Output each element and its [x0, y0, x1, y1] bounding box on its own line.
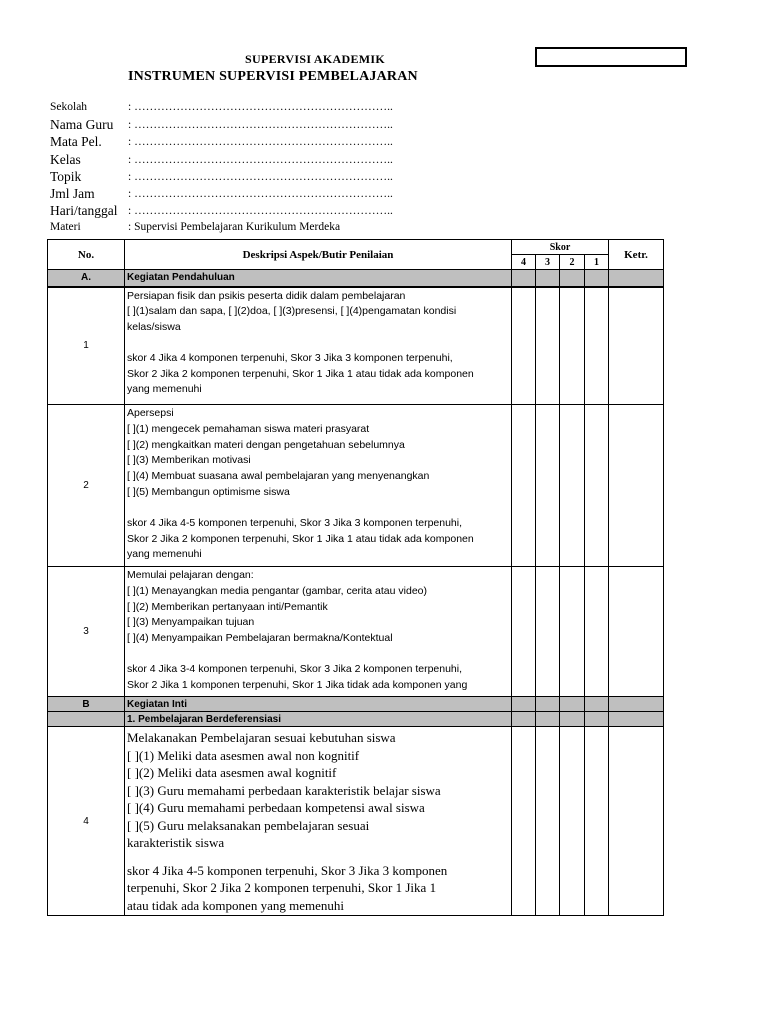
score-cell[interactable]	[585, 287, 609, 405]
remarks-cell[interactable]	[609, 567, 664, 697]
identity-value: : …………………………………………………………..	[128, 188, 393, 200]
col-header-skor: Skor	[512, 240, 609, 255]
subsection-row-b1	[48, 712, 664, 727]
item-description	[125, 727, 512, 916]
item-line: [ ](2) Memberikan pertanyaan inti/Pemantik	[127, 600, 328, 613]
table-row	[48, 287, 664, 405]
rubric-line: skor 4 Jika 4 komponen terpenuhi, Skor 3 Jika 3 komponen terpenuhi,	[127, 351, 453, 364]
rubric-line: skor 4 Jika 3-4 komponen terpenuhi, Skor 3 Jika 2 komponen terpenuhi,	[127, 662, 463, 675]
score-cell[interactable]	[536, 567, 560, 697]
score-cell[interactable]	[585, 405, 609, 567]
col-header-desc: Deskripsi Aspek/Butir Penilaian	[125, 240, 512, 270]
col-header-no: No.	[48, 240, 125, 270]
item-number: 4	[48, 727, 125, 916]
score-cell[interactable]	[585, 567, 609, 697]
score-cell[interactable]	[585, 727, 609, 916]
section-label: A.	[48, 270, 125, 287]
item-line: [ ](2) Meliki data asesmen awal kognitif	[127, 765, 337, 780]
table-row	[48, 727, 664, 916]
identity-row-topik	[50, 169, 530, 187]
item-number: 3	[48, 567, 125, 697]
item-description	[125, 567, 512, 697]
identity-label: Kelas	[50, 152, 81, 167]
identity-row-jml-jam	[50, 186, 530, 204]
identity-label: Hari/tanggal	[50, 203, 118, 218]
rubric-line: Skor 2 Jika 2 komponen terpenuhi, Skor 1 Jika 1 atau tidak ada komponen	[127, 367, 474, 380]
item-line: [ ](3) Memberikan motivasi	[127, 454, 251, 467]
remarks-cell[interactable]	[609, 287, 664, 405]
identity-label: Topik	[50, 169, 82, 184]
section-label: B	[48, 697, 125, 712]
identity-value: : …………………………………………………………..	[128, 101, 393, 113]
item-line: karakteristik siswa	[127, 835, 225, 850]
section-title: Kegiatan Inti	[125, 697, 512, 712]
header-id-box	[535, 47, 687, 67]
item-line: [ ](3) Menyampaikan tujuan	[127, 616, 255, 629]
score-cell[interactable]	[536, 405, 560, 567]
score-cell[interactable]	[560, 405, 585, 567]
rubric-line: Skor 2 Jika 1 komponen terpenuhi, Skor 1 Jika tidak ada komponen yang	[127, 678, 468, 691]
section-row-a	[48, 270, 664, 287]
identity-label: Jml Jam	[50, 186, 95, 201]
identity-label: Sekolah	[50, 101, 88, 113]
subsection-title: 1. Pembelajaran Berdeferensiasi	[125, 712, 512, 727]
section-row-b	[48, 697, 664, 712]
identity-row-hari-tanggal	[50, 203, 530, 221]
item-description	[125, 287, 512, 405]
score-cell[interactable]	[512, 727, 536, 916]
identity-value: : …………………………………………………………..	[128, 154, 393, 166]
item-line: [ ](1) mengecek pemahaman siswa materi prasyarat	[127, 422, 370, 435]
score-cell[interactable]	[512, 567, 536, 697]
rubric-line: skor 4 Jika 4-5 komponen terpenuhi, Skor 3 Jika 3 komponen terpenuhi,	[127, 516, 463, 529]
document-subtitle: INSTRUMEN SUPERVISI PEMBELAJARAN	[128, 69, 418, 84]
score-cell[interactable]	[560, 287, 585, 405]
identity-value: : Supervisi Pembelajaran Kurikulum Merdeka	[128, 221, 341, 233]
item-description	[125, 405, 512, 567]
score-3-header: 3	[536, 255, 560, 270]
item-line: [ ](2) mengkaitkan materi dengan pengetahuan sebelumnya	[127, 438, 405, 451]
score-1-header: 1	[585, 255, 609, 270]
document-title: SUPERVISI AKADEMIK	[245, 52, 386, 66]
identity-row-mata-pel	[50, 134, 530, 152]
item-number: 2	[48, 405, 125, 567]
identity-value: : …………………………………………………………..	[128, 205, 393, 217]
item-line: Apersepsi	[127, 407, 174, 419]
table-header-row	[48, 240, 664, 255]
rubric-line: terpenuhi, Skor 2 Jika 2 komponen terpenuhi, Skor 1 Jika 1	[127, 880, 437, 895]
item-line: [ ](5) Membangun optimisme siswa	[127, 485, 290, 498]
rubric-line: yang memenuhi	[127, 548, 202, 561]
rubric-line: Skor 2 Jika 2 komponen terpenuhi, Skor 1 Jika 1 atau tidak ada komponen	[127, 532, 474, 545]
identity-row-kelas	[50, 152, 530, 170]
table-row	[48, 567, 664, 697]
item-line: [ ](1) Meliki data asesmen awal non kognitif	[127, 747, 360, 763]
identity-value: : …………………………………………………………..	[128, 171, 393, 183]
table-row	[48, 405, 664, 567]
item-line: Melakanakan Pembelajaran sesuai kebutuhan siswa	[127, 730, 396, 745]
score-cell[interactable]	[512, 287, 536, 405]
identity-value: : …………………………………………………………..	[128, 119, 393, 131]
assessment-table	[47, 239, 664, 916]
score-cell[interactable]	[560, 727, 585, 916]
identity-row-nama-guru	[50, 117, 530, 135]
item-line: [ ](1)salam dan sapa, [ ](2)doa, [ ](3)presensi, [ ](4)pengamatan kondisi	[127, 305, 457, 318]
rubric-line: skor 4 Jika 4-5 komponen terpenuhi, Skor 3 Jika 3 komponen	[127, 862, 448, 878]
score-cell[interactable]	[560, 567, 585, 697]
identity-label: Nama Guru	[50, 117, 114, 132]
item-line: [ ](4) Menyampaikan Pembelajaran bermakna/Kontektual	[127, 632, 393, 645]
score-2-header: 2	[560, 255, 585, 270]
item-line: Memulai pelajaran dengan:	[127, 569, 254, 581]
score-cell[interactable]	[536, 727, 560, 916]
identity-value: : …………………………………………………………..	[128, 136, 393, 148]
score-4-header: 4	[512, 255, 536, 270]
score-cell[interactable]	[512, 405, 536, 567]
score-cell[interactable]	[536, 287, 560, 405]
remarks-cell[interactable]	[609, 727, 664, 916]
item-line: [ ](1) Menayangkan media pengantar (gambar, cerita atau video)	[127, 584, 428, 597]
item-line: kelas/siswa	[127, 321, 181, 334]
identity-label: Mata Pel.	[50, 134, 102, 149]
item-line: [ ](5) Guru melaksanakan pembelajaran sesuai	[127, 817, 370, 833]
item-number: 1	[48, 287, 125, 405]
rubric-line: atau tidak ada komponen yang memenuhi	[127, 897, 344, 913]
item-line: [ ](3) Guru memahami perbedaan karakteristik belajar siswa	[127, 782, 441, 798]
col-header-ketr: Ketr.	[609, 240, 664, 270]
item-line: [ ](4) Guru memahami perbedaan kompetensi awal siswa	[127, 800, 425, 815]
remarks-cell[interactable]	[609, 405, 664, 567]
identity-row-materi	[50, 221, 530, 239]
identity-label: Materi	[50, 221, 81, 233]
item-line: [ ](4) Membuat suasana awal pembelajaran yang menyenangkan	[127, 470, 430, 483]
item-line: Persiapan fisik dan psikis peserta didik dalam pembelajaran	[127, 289, 406, 302]
section-title: Kegiatan Pendahuluan	[125, 270, 512, 287]
rubric-line: yang memenuhi	[127, 383, 202, 396]
